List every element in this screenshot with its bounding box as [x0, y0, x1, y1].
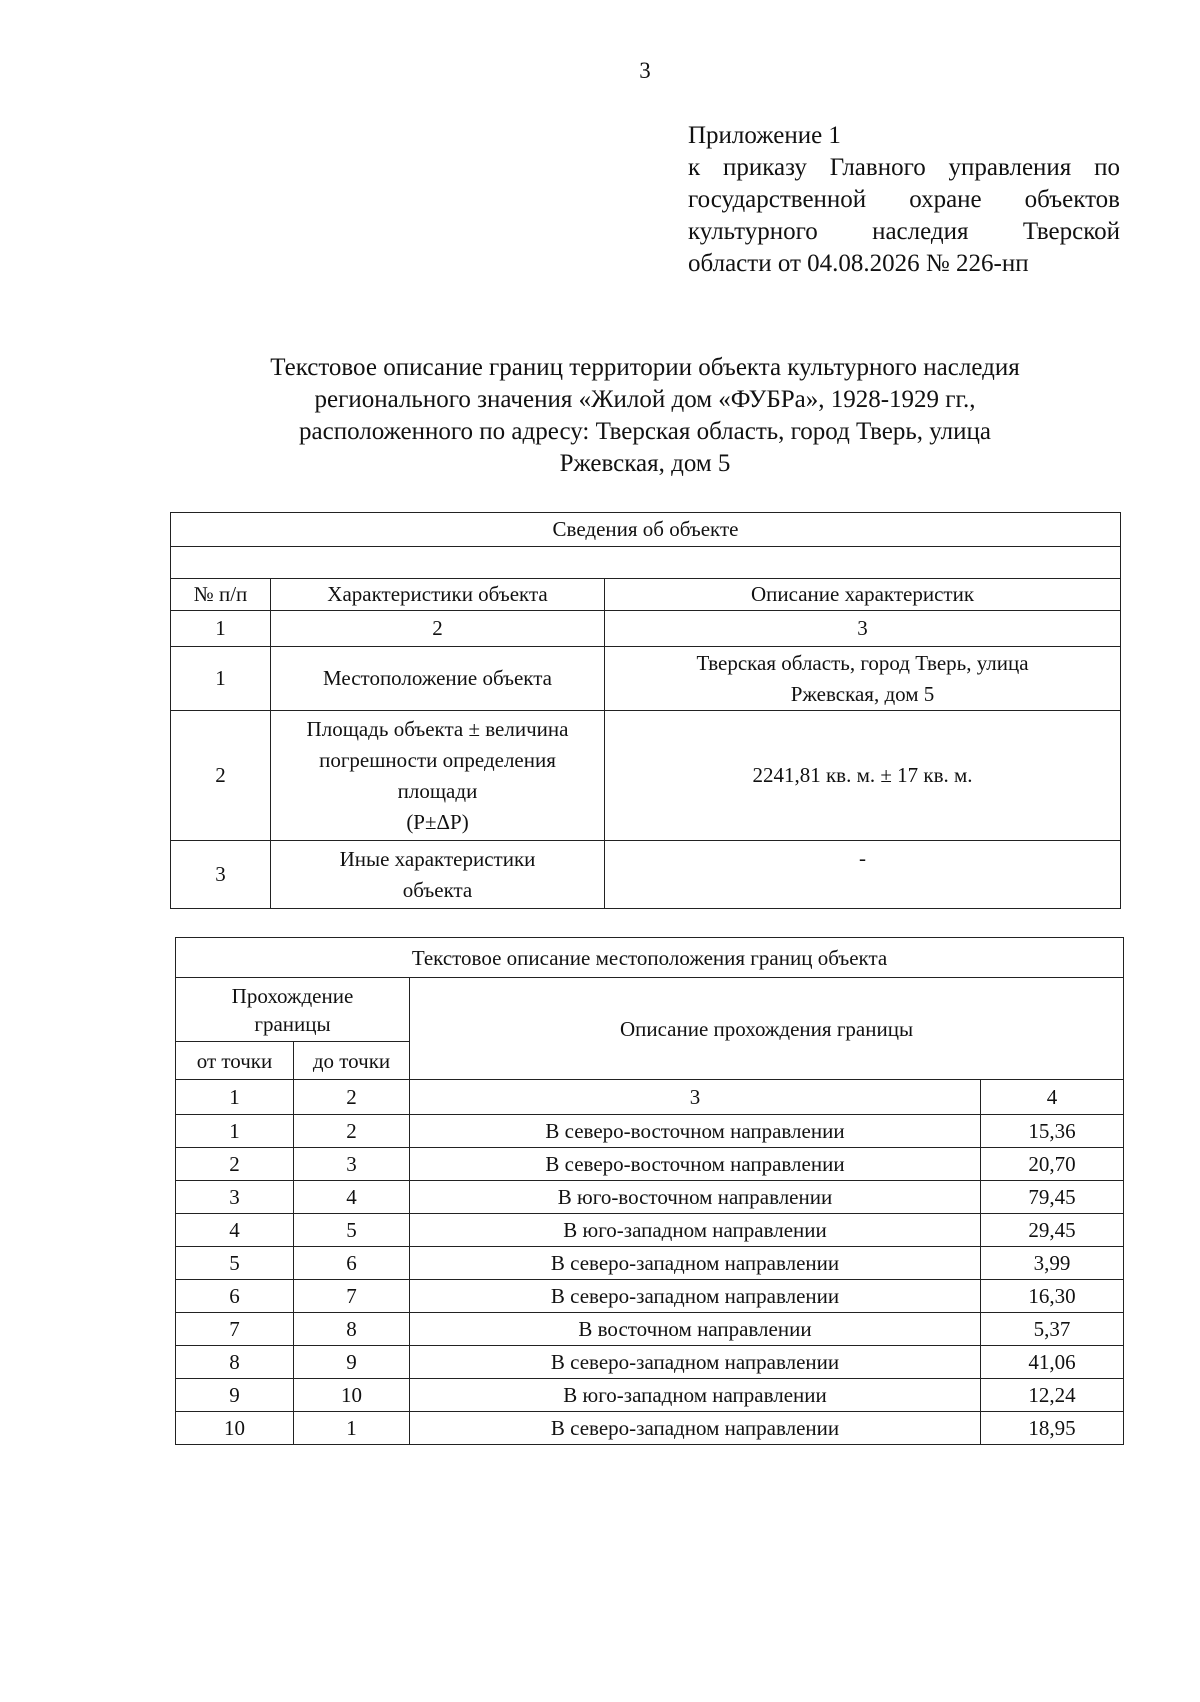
from-point: 7: [176, 1313, 294, 1346]
cell-line: границы: [254, 1011, 331, 1036]
table-row: [176, 1115, 1124, 1148]
table-row: [176, 1148, 1124, 1181]
length: 18,95: [981, 1412, 1124, 1445]
row-number: 3: [171, 841, 271, 909]
direction: В северо-западном направлении: [410, 1346, 981, 1379]
direction: В северо-восточном направлении: [410, 1148, 981, 1181]
info-table-spacer-row: [171, 547, 1121, 579]
to-point: 5: [294, 1214, 410, 1247]
from-point: 10: [176, 1412, 294, 1445]
title-line: Ржевская, дом 5: [559, 450, 731, 477]
direction: В северо-западном направлении: [410, 1247, 981, 1280]
row-number: 2: [171, 711, 271, 841]
characteristic-name: [271, 647, 605, 711]
cell-line: площади: [397, 778, 478, 803]
to-point: 8: [294, 1313, 410, 1346]
appendix-line: культурного наследия Тверской: [688, 218, 1120, 245]
header-number: № п/п: [171, 579, 271, 611]
to-point: 10: [294, 1379, 410, 1412]
characteristic-value: [605, 711, 1121, 841]
characteristic-name: [271, 711, 605, 841]
cell-line: Местоположение объекта: [322, 666, 552, 690]
direction: В восточном направлении: [410, 1313, 981, 1346]
cell-line: Площадь объекта ± величина: [306, 716, 569, 741]
characteristic-value: [605, 841, 1121, 909]
appendix-line: Приложение 1: [688, 122, 841, 149]
column-number-cell: 3: [605, 611, 1121, 647]
column-number-cell: 3: [410, 1080, 981, 1115]
header-description: Описание характеристик: [605, 579, 1121, 611]
to-point: 2: [294, 1115, 410, 1148]
length: 79,45: [981, 1181, 1124, 1214]
appendix-block: [688, 120, 1120, 280]
description-header: Описание прохождения границы: [410, 978, 1124, 1080]
from-point: 2: [176, 1148, 294, 1181]
column-number-cell: 4: [981, 1080, 1124, 1115]
appendix-line: к приказу Главного управления по: [688, 154, 1120, 181]
length: 29,45: [981, 1214, 1124, 1247]
document-title: [170, 352, 1120, 480]
from-point: 9: [176, 1379, 294, 1412]
table-row: [171, 841, 1121, 909]
from-point: 4: [176, 1214, 294, 1247]
table-row: [176, 1346, 1124, 1379]
from-point: 5: [176, 1247, 294, 1280]
direction: В северо-западном направлении: [410, 1412, 981, 1445]
boundary-table-caption: Текстовое описание местоположения границ объекта: [176, 938, 1124, 978]
characteristic-value: [605, 647, 1121, 711]
direction: В юго-восточном направлении: [410, 1181, 981, 1214]
column-number-cell: 2: [294, 1080, 410, 1115]
appendix-line: государственной охране объектов: [688, 186, 1120, 213]
cell-line: объекта: [402, 877, 473, 902]
to-point: 6: [294, 1247, 410, 1280]
cell-line: Ржевская, дом 5: [790, 681, 935, 706]
header-characteristics: Характеристики объекта: [271, 579, 605, 611]
from-point: 6: [176, 1280, 294, 1313]
to-point: 1: [294, 1412, 410, 1445]
to-point: 3: [294, 1148, 410, 1181]
cell-line: Тверская область, город Тверь, улица: [696, 650, 1029, 675]
cell-line: Прохождение: [231, 983, 354, 1008]
passage-header: [176, 978, 410, 1042]
length: 5,37: [981, 1313, 1124, 1346]
from-point: 3: [176, 1181, 294, 1214]
table-row: [171, 711, 1121, 841]
column-number-cell: 1: [171, 611, 271, 647]
direction: В северо-западном направлении: [410, 1280, 981, 1313]
to-point-header: до точки: [294, 1042, 410, 1080]
table-row: [176, 1181, 1124, 1214]
table-row: [176, 1313, 1124, 1346]
length: 16,30: [981, 1280, 1124, 1313]
title-line: Текстовое описание границ территории объекта культурного наследия: [270, 354, 1020, 381]
length: 15,36: [981, 1115, 1124, 1148]
from-point: 8: [176, 1346, 294, 1379]
table-row: [176, 1379, 1124, 1412]
length: 20,70: [981, 1148, 1124, 1181]
table-row: [176, 1280, 1124, 1313]
to-point: 9: [294, 1346, 410, 1379]
appendix-line: области от 04.08.2026 № 226-нп: [688, 250, 1029, 277]
length: 3,99: [981, 1247, 1124, 1280]
from-point-header: от точки: [176, 1042, 294, 1080]
cell-line: Иные характеристики: [339, 846, 536, 871]
object-info-table: [170, 512, 1121, 909]
table-row: [176, 1412, 1124, 1445]
cell-line: (Р±ΔР): [406, 809, 469, 834]
table-row: [176, 1247, 1124, 1280]
length: 12,24: [981, 1379, 1124, 1412]
boundary-description-table: [175, 937, 1124, 1445]
to-point: 7: [294, 1280, 410, 1313]
direction: В северо-восточном направлении: [410, 1115, 981, 1148]
direction: В юго-западном направлении: [410, 1379, 981, 1412]
table-row: [176, 1214, 1124, 1247]
row-number: 1: [171, 647, 271, 711]
from-point: 1: [176, 1115, 294, 1148]
title-line: расположенного по адресу: Тверская область, город Тверь, улица: [299, 418, 991, 445]
characteristic-name: [271, 841, 605, 909]
title-line: регионального значения «Жилой дом «ФУБРа», 1928-1929 гг.,: [314, 386, 976, 413]
length: 41,06: [981, 1346, 1124, 1379]
table-row: [171, 647, 1121, 711]
to-point: 4: [294, 1181, 410, 1214]
page-number: 3: [639, 58, 651, 83]
cell-line: -: [859, 846, 867, 870]
info-table-caption: Сведения об объекте: [171, 513, 1121, 547]
column-number-cell: 2: [271, 611, 605, 647]
cell-line: 2241,81 кв. м. ± 17 кв. м.: [752, 763, 973, 787]
direction: В юго-западном направлении: [410, 1214, 981, 1247]
column-number-cell: 1: [176, 1080, 294, 1115]
cell-line: погрешности определения: [319, 747, 556, 772]
